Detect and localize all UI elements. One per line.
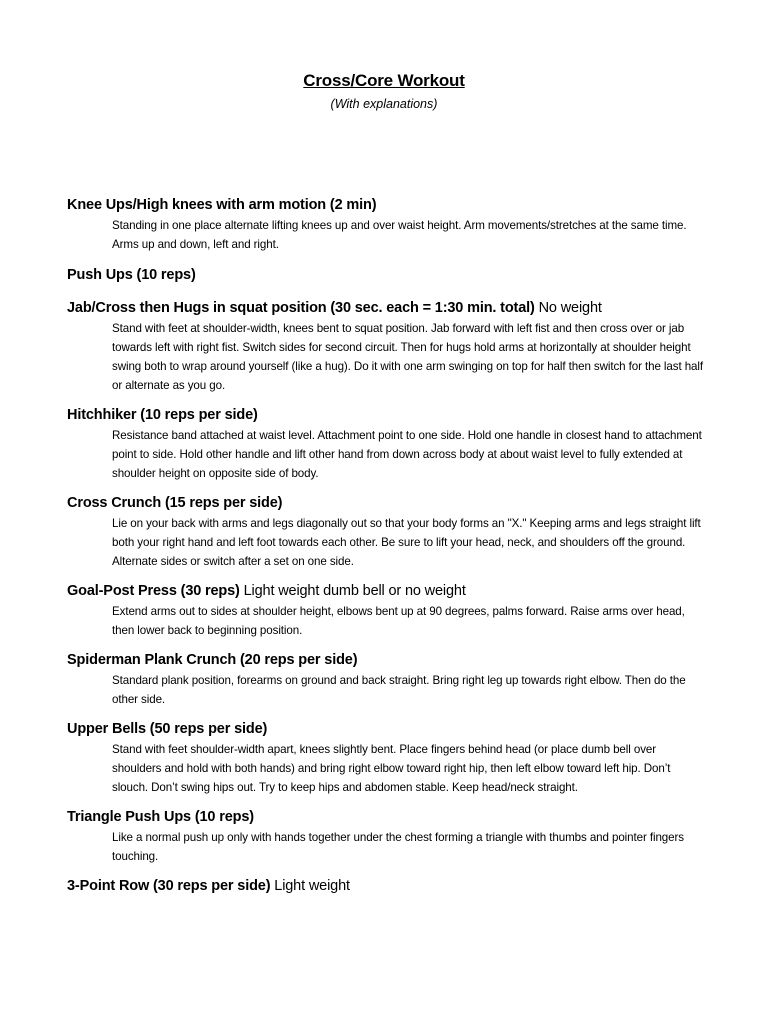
exercise-list — [67, 195, 717, 906]
exercise-heading — [67, 581, 717, 601]
exercise-description: Stand with feet shoulder-width apart, knees slightly bent. Place fingers behind head (or place dumb bell over shoulders and hold with both hands) and bring right elbow toward right hip, then left elbow toward left hip. Don’t slouch. Don’t swing hips out. Try to keep hips and abdomen stable. Keep head/neck straight. — [112, 743, 671, 794]
exercise-name: Push Ups (10 reps) — [67, 267, 196, 283]
exercise-heading — [67, 807, 717, 827]
exercise-heading — [67, 265, 717, 285]
exercise-name: Triangle Push Ups (10 reps) — [67, 809, 254, 825]
exercise-section — [67, 493, 717, 571]
exercise-description: Standing in one place alternate lifting knees up and over waist height. Arm movements/stretches at the same time. Arms up and down, left and right. — [112, 219, 687, 251]
exercise-description: Standard plank position, forearms on ground and back straight. Bring right leg up towards right elbow. Then do the other side. — [112, 674, 686, 706]
exercise-name: Hitchhiker (10 reps per side) — [67, 407, 258, 423]
exercise-heading — [67, 876, 717, 896]
exercise-section — [67, 876, 717, 896]
document-subtitle: (With explanations) — [330, 97, 438, 111]
exercise-name: Goal-Post Press (30 reps) — [67, 583, 240, 599]
exercise-name: Knee Ups/High knees with arm motion (2 min) — [67, 197, 377, 213]
exercise-heading — [67, 719, 717, 739]
exercise-section — [67, 298, 717, 395]
exercise-description: Lie on your back with arms and legs diagonally out so that your body forms an "X." Keeping arms and legs straight lift both your right hand and left foot towards each other. Be sure to lift your head, neck, and shoulders off the ground. Alternate sides or switch after a set on one side. — [112, 517, 701, 568]
document-title: Cross/Core Workout — [303, 71, 465, 90]
exercise-section — [67, 265, 717, 285]
exercise-name: Upper Bells (50 reps per side) — [67, 721, 268, 737]
exercise-description: Extend arms out to sides at shoulder height, elbows bent up at 90 degrees, palms forward. Raise arms over head, then lower back to beginning position. — [112, 605, 685, 637]
exercise-weight-note: Light weight — [274, 878, 350, 894]
exercise-description: Stand with feet at shoulder-width, knees bent to squat position. Jab forward with left fist and then cross over or jab towards left with right fist. Switch sides for second circuit. Then for hugs hold arms at horizontally at shoulder height swing both to wrap around yourself (like a hug). Do it with one arm swinging on top for half then switch for the last half or alternate as you go. — [112, 322, 703, 392]
exercise-description: Resistance band attached at waist level. Attachment point to one side. Hold one handle in closest hand to attachment point to side. Hold other handle and lift other hand from down across body at about waist level to fully extended at shoulder height on opposite side of body. — [112, 429, 702, 480]
exercise-section — [67, 405, 717, 483]
exercise-section — [67, 650, 717, 709]
exercise-weight-note: No weight — [538, 300, 602, 316]
exercise-heading — [67, 493, 717, 513]
exercise-name: Jab/Cross then Hugs in squat position (30 sec. each = 1:30 min. total) — [67, 300, 535, 316]
exercise-heading — [67, 195, 717, 215]
exercise-heading — [67, 405, 717, 425]
exercise-section — [67, 195, 717, 254]
exercise-section — [67, 581, 717, 640]
exercise-heading — [67, 650, 717, 670]
exercise-description: Like a normal push up only with hands together under the chest forming a triangle with thumbs and pointer fingers touching. — [112, 831, 684, 863]
exercise-name: Spiderman Plank Crunch (20 reps per side) — [67, 652, 358, 668]
exercise-heading — [67, 298, 717, 318]
exercise-name: 3-Point Row (30 reps per side) — [67, 878, 271, 894]
exercise-section — [67, 719, 717, 797]
exercise-name: Cross Crunch (15 reps per side) — [67, 495, 283, 511]
exercise-section — [67, 807, 717, 866]
exercise-weight-note: Light weight dumb bell or no weight — [243, 583, 466, 599]
